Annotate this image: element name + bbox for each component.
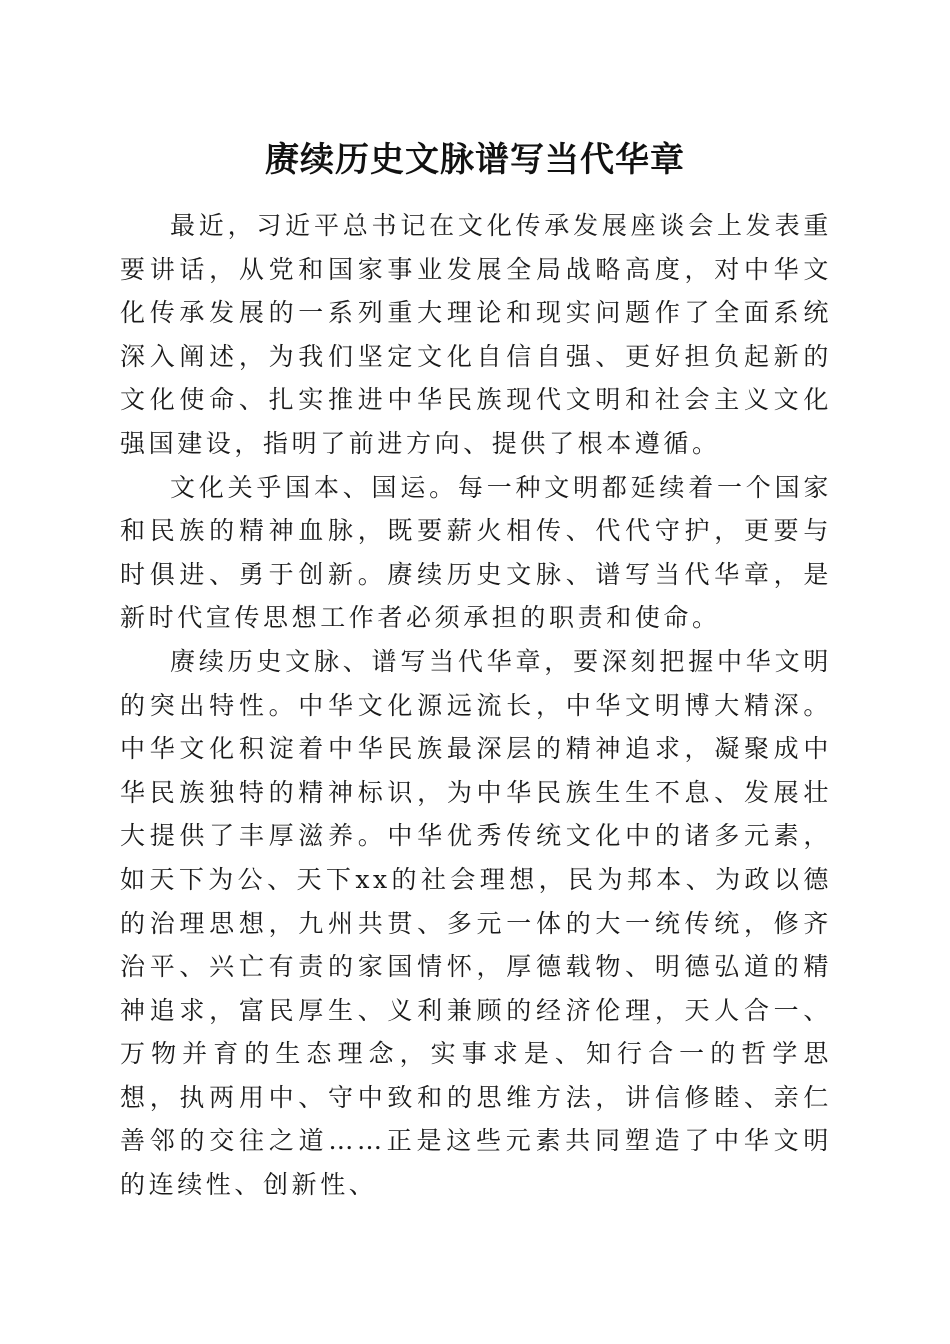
document-title: 赓续历史文脉谱写当代华章 (265, 140, 685, 180)
paragraph-1: 最近，习近平总书记在文化传承发展座谈会上发表重要讲话，从党和国家事业发展全局战略高度，对中华文化传承发展的一系列重大理论和现实问题作了全面系统深入阐述，为我们坚定文化自信自强、更好担负起新的文化使命、扎实推进中华民族现代文明和社会主义文化强国建设，指明了前进方向、提供了根本遵循。 (120, 211, 832, 458)
document-body (120, 204, 832, 1207)
paragraph-2: 文化关乎国本、国运。每一种文明都延续着一个国家和民族的精神血脉，既要薪火相传、代代守护，更要与时俱进、勇于创新。赓续历史文脉、谱写当代华章，是新时代宣传思想工作者必须承担的职责和使命。 (120, 472, 832, 633)
paragraph-3: 赓续历史文脉、谱写当代华章，要深刻把握中华文明的突出特性。中华文化源远流长，中华文明博大精深。中华文化积淀着中华民族最深层的精神追求，凝聚成中华民族独特的精神标识，为中华民族生生不息、发展壮大提供了丰厚滋养。中华优秀传统文化中的诸多元素，如天下为公、天下xx的社会理想，民为邦本、为政以德的治理思想，九州共贯、多元一体的大一统传统，修齐治平、兴亡有责的家国情怀，厚德载物、明德弘道的精神追求，富民厚生、义利兼顾的经济伦理，天人合一、万物并育的生态理念，实事求是、知行合一的哲学思想，执两用中、守中致和的思维方法，讲信修睦、亲仁善邻的交往之道……正是这些元素共同塑造了中华文明的连续性、创新性、 (120, 646, 832, 1200)
